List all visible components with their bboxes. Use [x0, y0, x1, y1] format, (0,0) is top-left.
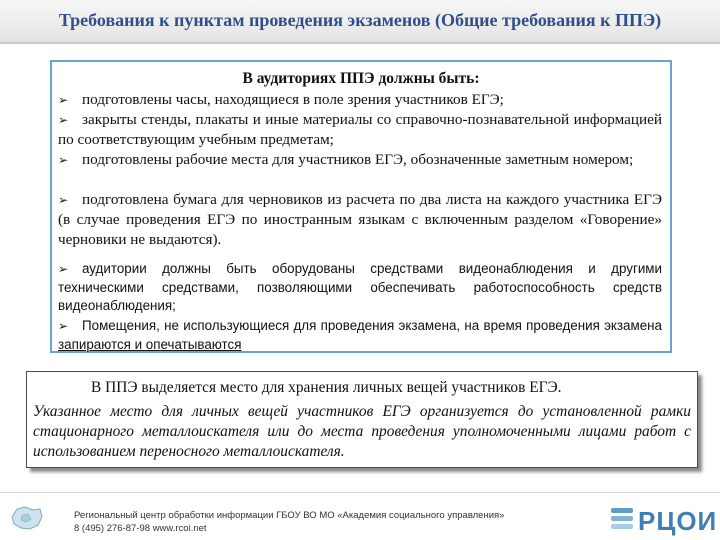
requirements-heading: В аудиториях ППЭ должны быть:	[242, 70, 480, 87]
arrow-bullet-icon: ➢	[58, 262, 69, 276]
list-item	[58, 190, 662, 250]
arrow-bullet-icon: ➢	[58, 319, 69, 333]
arrow-bullet-icon: ➢	[58, 153, 69, 167]
list-item	[58, 317, 662, 354]
requirements-box	[50, 60, 672, 353]
arrow-bullet-icon: ➢	[58, 193, 69, 207]
underlined-text: запираются и опечатываются	[58, 336, 242, 352]
footer-org: Региональный центр обработки информации ГБОУ ВО МО «Академия социального управления»	[74, 510, 505, 521]
list-item	[58, 110, 662, 150]
logo-text: РЦОИ	[638, 506, 718, 536]
title-bar	[0, 0, 720, 44]
rcoi-logo-icon	[608, 504, 636, 536]
storage-box	[26, 371, 698, 468]
region-map-icon	[8, 503, 44, 533]
footer-text	[74, 509, 554, 535]
list-item-text: закрыты стенды, плакаты и иные материалы со справочно-познавательной информацией по соответствующим учебным предметам;	[58, 111, 662, 148]
list-item-text: Помещения, не использующиеся для проведения экзамена, на время проведения экзамена	[82, 318, 662, 333]
list-item-text: подготовлена бумага для черновиков из расчета по два листа на каждого участника ЕГЭ (в случае проведения ЕГЭ по иностранным языкам с включенным разделом «Говорение» черновики не выдаются).	[58, 191, 662, 248]
storage-heading: В ППЭ выделяется место для хранения личных вещей участников ЕГЭ.	[91, 379, 562, 396]
storage-body: Указанное место для личных вещей участников ЕГЭ организуется до установленной рамки стационарного металлоискателя или до места проведения уполномоченными лицами работ с использованием переносного металлоискателя.	[33, 403, 691, 460]
list-item-text: подготовлены часы, находящиеся в поле зрения участников ЕГЭ;	[82, 91, 504, 108]
list-item-text: подготовлены рабочие места для участников ЕГЭ, обозначенные заметным номером;	[82, 151, 634, 168]
rcoi-logo	[608, 504, 718, 536]
arrow-bullet-icon: ➢	[58, 93, 69, 107]
list-item	[58, 150, 662, 170]
footer-divider	[0, 492, 720, 493]
list-item	[58, 260, 662, 316]
list-item-text: аудитории должны быть оборудованы средствами видеонаблюдения и другими техническими средствами, позволяющими обеспечивать работоспособность средств видеонаблюдения;	[58, 261, 662, 313]
footer-contact: 8 (495) 276-87-98 www.rcoi.net	[74, 523, 207, 534]
page-title: Требования к пунктам проведения экзаменов (Общие требования к ППЭ)	[58, 10, 662, 30]
arrow-bullet-icon: ➢	[58, 113, 69, 127]
list-item	[58, 90, 662, 110]
